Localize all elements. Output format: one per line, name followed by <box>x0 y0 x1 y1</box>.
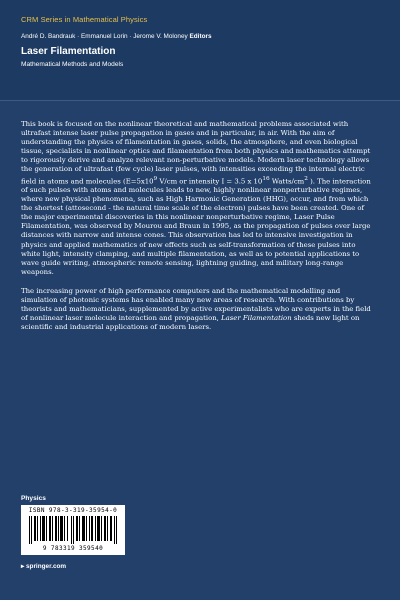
isbn-barcode <box>21 505 125 555</box>
blurb-text: This book is focused on the nonlinear theoretical and mathematical problems associated with ultrafast intense laser pulse propagation in gases and in particular, in air. With the aim of understanding the physics of filamentation in gases, solids, the atmosphere, and even biological tissue, specialists in nonlinear optics and filamentation from both physics and mathematics attempt to rigorously derive and analyze relevant non-perturbative models. Modern laser technology allows the generation of ultrafast (few cycle) laser pulses, with intensities exceeding the internal electric field in atoms and molecules (E=5x10 <box>21 120 371 185</box>
book-subtitle: Mathematical Methods and Models <box>21 61 124 68</box>
subject-label: Physics <box>21 495 46 502</box>
blurb-text: Watts/cm <box>269 176 305 185</box>
book-title-italic: Laser Filamentation <box>221 314 292 323</box>
barcode-digits: 9 783319 359540 <box>42 545 104 552</box>
header-divider <box>0 100 400 101</box>
header-band <box>0 0 400 100</box>
publisher-link[interactable]: ▸ springer.com <box>21 563 67 570</box>
editors-label: Editors <box>189 33 212 40</box>
exponent: 16 <box>262 175 270 182</box>
blurb-text: ). The interaction of such pulses with atoms and molecules leads to new, highly nonlinear nonperturbative regimes, where new physical phenomena, such as High Harmonic Generation (HHG), occur, and from which the shortest (attosecond - the natural time scale of the electron) pulses have been created. One of the major experimental discoveries in this nonlinear nonperturbative regime, Laser Pulse Filamentation, was observed by Mourou and Braun in 1995, as the propagation of pulses over large distances with narrow and intense cones. This observation has led to intensive investigation in physics and applied mathematics of new effects such as self-transformation of these pulses into white light, intensity clamping, and multiple filamentation, as well as to potential applications to wave guide writing, atmospheric remote sensing, lightning guiding, and military long-range weapons. <box>21 176 371 276</box>
blurb-text: sheds new light on scientific and industrial applications of modern lasers. <box>21 314 360 332</box>
exponent: 2 <box>304 175 308 182</box>
blurb-paragraph-1 <box>21 120 377 277</box>
blurb-paragraph-2 <box>21 287 377 332</box>
blurb-text: The increasing power of high performance computers and the mathematical modelling and simulation of photonic systems has enabled many new areas of research. With contributions by theorists and mathematicians, supplemented by active experimentalists who are experts in the field of nonlinear laser molecule interaction and propagation, <box>21 286 371 323</box>
barcode-bars <box>29 516 117 544</box>
exponent: 9 <box>153 175 158 182</box>
editor-names: André D. Bandrauk · Emmanuel Lorin · Jerome V. Moloney <box>21 33 188 40</box>
blurb-text: V/cm or intensity I = 3.5 x 10 <box>157 176 263 185</box>
isbn-text: ISBN 978-3-319-35954-0 <box>28 507 118 514</box>
blurb <box>21 120 377 342</box>
series-title: CRM Series in Mathematical Physics <box>21 15 148 24</box>
editors-line <box>21 33 390 40</box>
book-title: Laser Filamentation <box>21 46 116 57</box>
